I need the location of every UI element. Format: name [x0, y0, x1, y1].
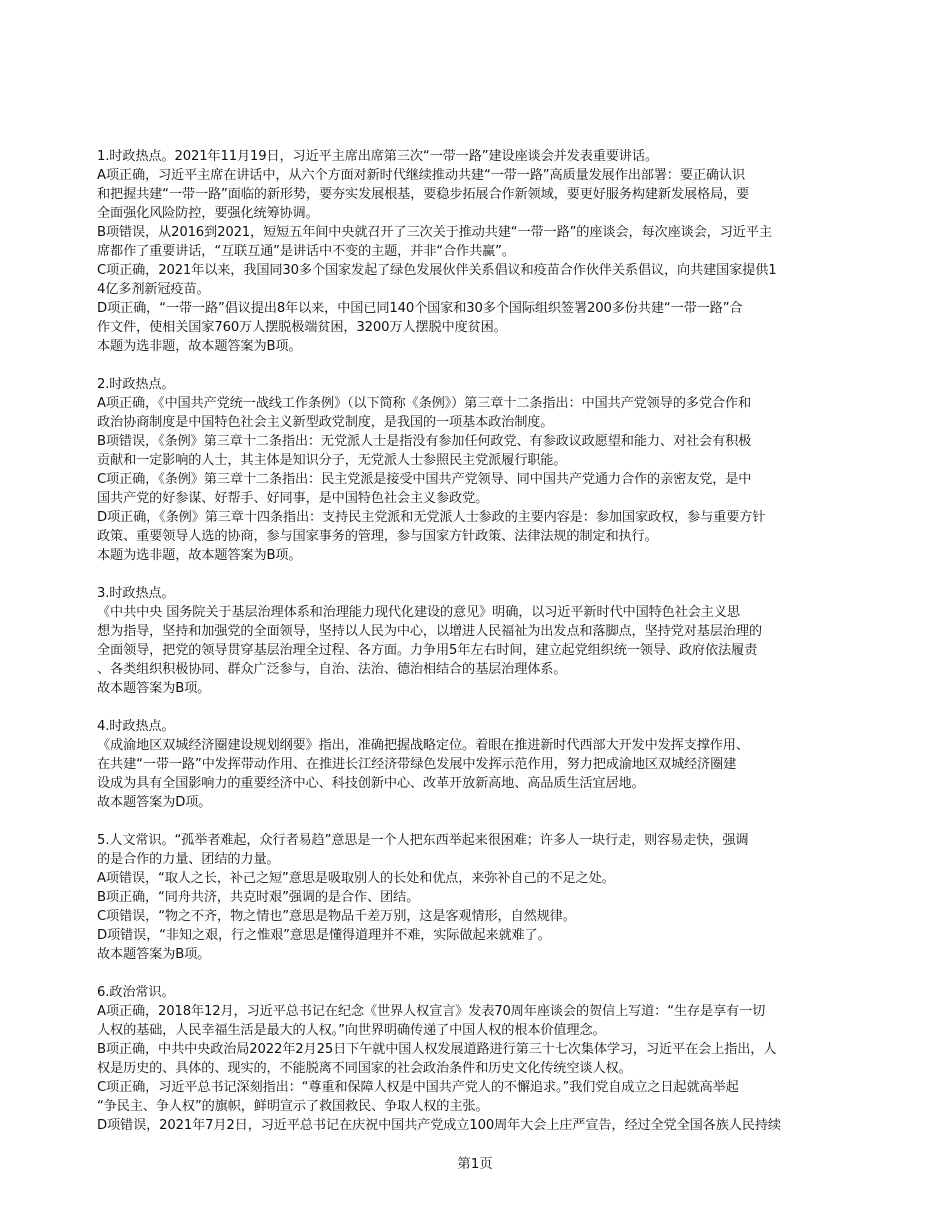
text-line: D项正确，“一带一路”倡议提出8年以来，中国已同140个国家和30多个国际组织签署200多份共建“一带一路”合	[97, 301, 743, 316]
text-line: 权是历史的、具体的、现实的，不能脱离不同国家的社会政治条件和历史文化传统空谈人权。	[97, 1061, 632, 1076]
section-spacer	[97, 698, 869, 717]
section-heading-line: 4.时政热点。	[97, 719, 175, 734]
text-line: B项错误，从2016到2021，短短五年间中央就召开了三次关于推动共建“一带一路”的座谈会，每次座谈会，习近平主	[97, 225, 772, 240]
text-line: D项错误，“非知之艰，行之惟艰”意思是懂得道理并不难，实际做起来就难了。	[97, 928, 551, 943]
section-spacer	[97, 356, 869, 375]
question-section	[97, 983, 869, 1135]
text-line: C项正确，《条例》第三章十二条指出：民主党派是接受中国共产党领导、同中国共产党通力合作的亲密友党，是中	[97, 472, 752, 487]
text-line: 故本题答案为D项。	[97, 795, 212, 810]
text-line: 想为指导，坚持和加强党的全面领导，坚持以人民为中心，以增进人民福祉为出发点和落脚点，坚持党对基层治理的	[97, 624, 762, 639]
text-line: C项正确，习近平总书记深刻指出：“尊重和保障人权是中国共产党人的不懈追求。”我们党自成立之日起就高举起	[97, 1080, 739, 1095]
section-heading-line: 5.人文常识。“孤举者难起，众行者易趋”意思是一个人把东西举起来很困难；许多人一块行走，则容易走快，强调	[97, 833, 749, 848]
text-line: 国共产党的好参谋、好帮手、好同事，是中国特色社会主义参政党。	[97, 491, 489, 506]
text-line: 《成渝地区双城经济圈建设规划纲要》指出，准确把握战略定位。着眼在推进新时代西部大开发中发挥支撑作用、	[97, 738, 749, 753]
text-line: 全面强化风险防控，要强化统筹协调。	[97, 206, 319, 221]
text-line: 贡献和一定影响的人士，其主体是知识分子，无党派人士参照民主党派履行职能。	[97, 453, 567, 468]
text-line: A项正确，《中国共产党统一战线工作条例》（以下简称《条例》）第三章十二条指出：中国共产党领导的多党合作和	[97, 396, 751, 411]
text-line: 人权的基础，人民幸福生活是最大的人权。”向世界明确传递了中国人权的根本价值理念。	[97, 1023, 606, 1038]
text-line: 作文件，使相关国家760万人摆脱极端贫困，3200万人摆脱中度贫困。	[97, 320, 507, 335]
text-line: 的是合作的力量、团结的力量。	[97, 852, 280, 867]
text-line: 4亿多剂新冠疫苗。	[97, 282, 210, 297]
text-line: B项正确，中共中央政治局2022年2月25日下午就中国人权发展道路进行第三十七次集体学习，习近平在会上指出，人	[97, 1042, 777, 1057]
text-line: A项错误，“取人之长，补己之短”意思是吸取别人的长处和优点，来弥补自己的不足之处。	[97, 871, 615, 886]
section-heading-line: 1.时政热点。2021年11月19日，习近平主席出席第三次“一带一路”建设座谈会并发表重要讲话。	[97, 149, 658, 164]
question-section	[97, 147, 869, 356]
section-heading-line: 6.政治常识。	[97, 985, 175, 1000]
section-spacer	[97, 565, 869, 584]
text-line: D项错误，2021年7月2日，习近平总书记在庆祝中国共产党成立100周年大会上庄严宣告，经过全党全国各族人民持续	[97, 1118, 781, 1133]
text-line: 和把握共建“一带一路”面临的新形势，要夯实发展根基，要稳步拓展合作新领域，要更好服务构建新发展格局，要	[97, 187, 750, 202]
section-spacer	[97, 964, 869, 983]
text-line: 政策、重要领导人选的协商，参与国家事务的管理，参与国家方针政策、法律法规的制定和执行。	[97, 529, 658, 544]
text-line: B项错误，《条例》第三章十二条指出：无党派人士是指没有参加任何政党、有参政议政愿望和能力、对社会有积极	[97, 434, 752, 449]
question-section	[97, 375, 869, 565]
text-line: A项正确，习近平主席在讲话中，从六个方面对新时代继续推动共建“一带一路”高质量发展作出部署：要正确认识	[97, 168, 746, 183]
text-line: C项正确，2021年以来，我国同30多个国家发起了绿色发展伙伴关系倡议和疫苗合作伙伴关系倡议，向共建国家提供1	[97, 263, 777, 278]
text-line: 本题为选非题，故本题答案为B项。	[97, 548, 302, 563]
text-line: 《中共中央 国务院关于基层治理体系和治理能力现代化建设的意见》明确，以习近平新时代中国特色社会主义思	[97, 605, 740, 620]
text-line: 本题为选非题，故本题答案为B项。	[97, 339, 302, 354]
document-body	[97, 147, 869, 1135]
section-heading-line: 2.时政热点。	[97, 377, 175, 392]
text-line: 席都作了重要讲话，“互联互通”是讲话中不变的主题，并非“合作共赢”。	[97, 244, 515, 259]
text-line: D项正确，《条例》第三章十四条指出：支持民主党派和无党派人士参政的主要内容是：参加国家政权，参与重要方针	[97, 510, 766, 525]
text-line: C项错误，“物之不齐，物之情也”意思是物品千差万别，这是客观情形，自然规律。	[97, 909, 576, 924]
text-line: 全面领导，把党的领导贯穿基层治理全过程、各方面。力争用5年左右时间，建立起党组织统一领导、政府依法履责	[97, 643, 758, 658]
question-section	[97, 584, 869, 698]
text-line: 故本题答案为B项。	[97, 681, 211, 696]
text-line: A项正确，2018年12月，习近平总书记在纪念《世界人权宣言》发表70周年座谈会的贺信上写道：“生存是享有一切	[97, 1004, 766, 1019]
question-section	[97, 717, 869, 812]
text-line: 政治协商制度是中国特色社会主义新型政党制度，是我国的一项基本政治制度。	[97, 415, 554, 430]
text-line: B项正确，“同舟共济，共克时艰”强调的是合作、团结。	[97, 890, 420, 905]
page-number: 第1页	[457, 1156, 493, 1172]
question-section	[97, 831, 869, 964]
section-spacer	[97, 812, 869, 831]
section-heading-line: 3.时政热点。	[97, 586, 175, 601]
text-line: 故本题答案为B项。	[97, 947, 211, 962]
text-line: 设成为具有全国影响力的重要经济中心、科技创新中心、改革开放新高地、高品质生活宜居地。	[97, 776, 645, 791]
text-line: 、各类组织积极协同、群众广泛参与，自治、法治、德治相结合的基层治理体系。	[97, 662, 567, 677]
text-line: 在共建“一带一路”中发挥带动作用、在推进长江经济带绿色发展中发挥示范作用，努力把成渝地区双城经济圈建	[97, 757, 737, 772]
text-line: “争民主、争人权”的旗帜，鲜明宣示了救国救民、争取人权的主张。	[97, 1099, 489, 1114]
